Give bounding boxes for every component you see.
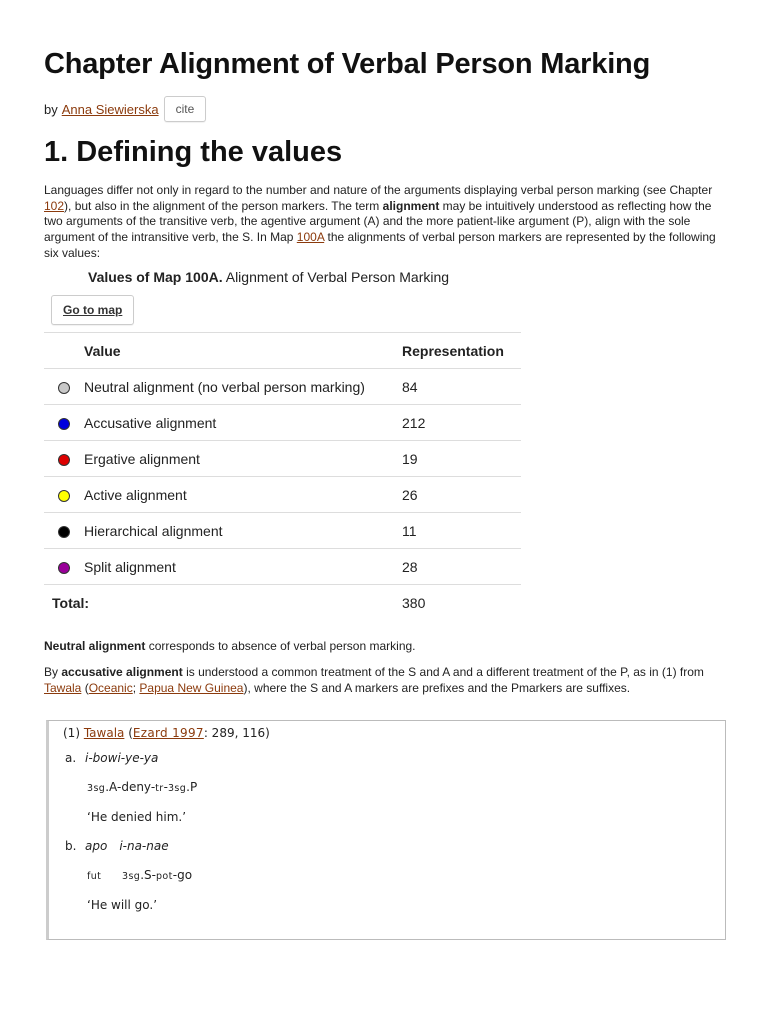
value-count: 11 — [402, 513, 521, 549]
value-color-icon — [58, 454, 70, 466]
intro-text-3: may be intuitively understood as reflecting how the two arguments of the transitive verb, the agentive argument (A) and the more patient-like argument (P), align with the sole argument of the intransitive verb, the S. In Map — [44, 198, 712, 245]
table-row[interactable] — [44, 441, 521, 477]
example-number: (1) — [63, 726, 80, 740]
dot-cell — [44, 549, 84, 585]
value-color-icon — [58, 562, 70, 574]
value-label: Neutral alignment (no verbal person marking) — [84, 369, 402, 405]
acc-text-1: By — [44, 665, 62, 679]
value-label: Accusative alignment — [84, 405, 402, 441]
acc-text-3: ( — [81, 680, 89, 695]
value-label: Active alignment — [84, 477, 402, 513]
value-color-icon — [58, 526, 70, 538]
intro-paragraph — [44, 183, 724, 262]
caption-rest: Alignment of Verbal Person Marking — [222, 269, 450, 285]
table-caption — [88, 269, 449, 285]
dot-cell — [44, 369, 84, 405]
example-open-paren: ( — [124, 726, 133, 740]
tawala-link[interactable]: Tawala — [44, 680, 82, 695]
example-a-text: i-bowi-ye-ya — [85, 751, 159, 765]
table-row[interactable] — [44, 549, 521, 585]
gloss-text: .A-deny- — [105, 780, 156, 794]
gloss-text: -go — [172, 868, 193, 882]
value-label: Ergative alignment — [84, 441, 402, 477]
value-color-icon — [58, 382, 70, 394]
acc-text-4: ; — [132, 680, 140, 695]
example-b-line — [65, 839, 169, 853]
total-label: Total: — [44, 585, 402, 621]
values-table — [44, 332, 521, 620]
accusative-paragraph — [44, 665, 724, 696]
example-b-word-2: i-na-nae — [119, 839, 169, 853]
example-a-line — [65, 751, 158, 765]
acc-text-2: is understood a common treatment of the S and A and a different treatment of the P, as in (1) from — [182, 665, 704, 679]
header-representation[interactable]: Representation — [402, 333, 521, 369]
cite-button[interactable]: cite — [164, 96, 207, 122]
byline — [44, 96, 206, 122]
caption-bold: Values of Map 100A. — [88, 269, 223, 285]
value-count: 212 — [402, 405, 521, 441]
gloss-abbrev: pot — [156, 871, 173, 882]
value-color-icon — [58, 490, 70, 502]
table-header-row — [44, 333, 521, 369]
example-a-gloss — [87, 780, 197, 794]
chapter-title: Chapter Alignment of Verbal Person Marking — [44, 48, 651, 80]
neutral-rest: corresponds to absence of verbal person marking. — [145, 639, 416, 653]
example-a-translation: ‘He denied him.’ — [87, 810, 187, 824]
example-b-letter: b. — [65, 839, 77, 853]
example-a-letter: a. — [65, 751, 77, 765]
go-to-map-button[interactable]: Go to map — [51, 295, 134, 325]
dot-cell — [44, 513, 84, 549]
gloss-abbrev: 3sg — [167, 783, 187, 794]
total-row — [44, 585, 521, 621]
intro-text-2: ), but also in the alignment of the person markers. The term — [64, 198, 383, 213]
value-count: 84 — [402, 369, 521, 405]
example-header — [63, 726, 270, 740]
table-row[interactable] — [44, 513, 521, 549]
example-source-link[interactable]: Ezard 1997 — [132, 726, 204, 740]
dot-cell — [44, 405, 84, 441]
author-link[interactable]: Anna Siewierska — [61, 101, 159, 117]
intro-text-1: Languages differ not only in regard to the number and nature of the arguments displaying verbal person marking (see Chapter — [44, 183, 713, 197]
value-color-icon — [58, 418, 70, 430]
gloss-text: .P — [186, 780, 198, 794]
map-100a-link[interactable]: 100A — [296, 230, 325, 245]
acc-text-5: ), where the S and A markers are prefixes and the Pmarkers are suffixes. — [243, 680, 631, 695]
dot-cell — [44, 477, 84, 513]
example-pages: : 289, 116) — [203, 726, 270, 740]
example-language-link[interactable]: Tawala — [83, 726, 125, 740]
example-b-word-1: apo — [85, 839, 108, 853]
oceanic-link[interactable]: Oceanic — [88, 680, 133, 695]
gloss-abbrev: 3sg — [122, 871, 141, 882]
total-value: 380 — [402, 585, 521, 621]
gloss-abbrev: tr — [155, 783, 164, 794]
intro-text-4: the alignments of verbal person markers are represented by the following six values: — [44, 230, 716, 260]
example-b-translation: ‘He will go.’ — [87, 898, 158, 912]
value-label: Split alignment — [84, 549, 402, 585]
header-value[interactable]: Value — [84, 333, 402, 369]
value-label: Hierarchical alignment — [84, 513, 402, 549]
example-box — [46, 720, 726, 940]
value-count: 19 — [402, 441, 521, 477]
example-b-gloss — [87, 868, 192, 882]
section-title: 1. Defining the values — [44, 136, 343, 168]
gloss-abbrev: fut — [87, 871, 102, 882]
papua-new-guinea-link[interactable]: Papua New Guinea — [139, 680, 244, 695]
neutral-bold: Neutral alignment — [44, 639, 146, 653]
gloss-abbrev: 3sg — [87, 783, 106, 794]
value-count: 26 — [402, 477, 521, 513]
gloss-text: - — [163, 780, 168, 794]
value-count: 28 — [402, 549, 521, 585]
intro-bold-term: alignment — [382, 198, 440, 213]
header-dot-col — [44, 333, 84, 369]
chapter-102-link[interactable]: 102 — [44, 198, 65, 213]
dot-cell — [44, 441, 84, 477]
gloss-text: .S- — [140, 868, 156, 882]
acc-bold: accusative alignment — [61, 665, 183, 679]
neutral-paragraph — [44, 639, 416, 653]
table-row[interactable] — [44, 477, 521, 513]
table-row[interactable] — [44, 405, 521, 441]
table-row[interactable] — [44, 369, 521, 405]
by-label: by — [44, 101, 58, 117]
